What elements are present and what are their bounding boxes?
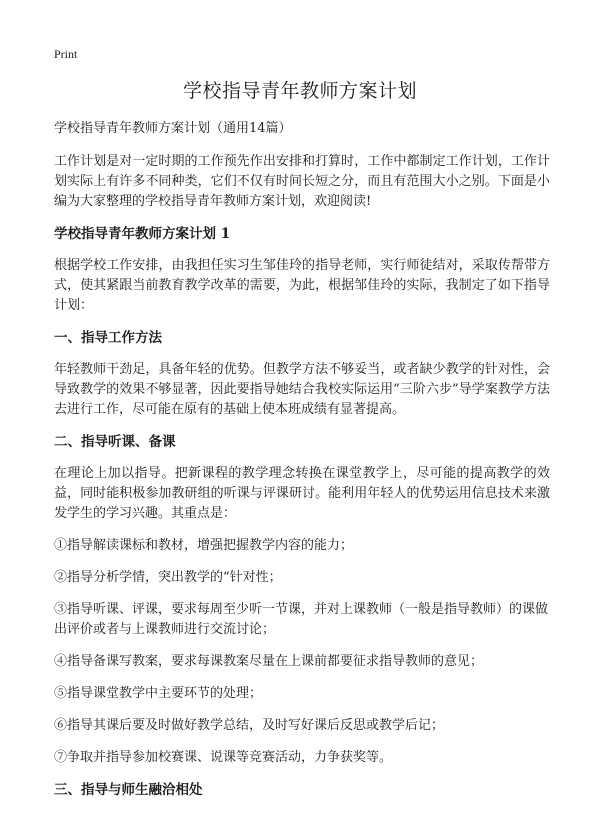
list-item: ⑦争取并指导参加校赛课、说课等竞赛活动，力争获奖等。 — [54, 750, 393, 765]
lesson-observation-paragraph: 在理论上加以指导。把新课程的教学理念转换在课堂教学上，尽可能的提高教学的效益，同时能积极参加教研组的听课与评课研讨。能利用年轻人的优势运用信息技术来激发学生的学习兴趣。其重点是： — [54, 466, 550, 521]
document-content — [54, 119, 550, 812]
list-item: ④指导备课写教案，要求每课教案尽量在上课前都要征求指导教师的意见； — [54, 654, 484, 669]
list-item: ①指导解读课标和教材，增强把握教学内容的能力； — [54, 538, 354, 553]
work-method-paragraph: 年轻教师干劲足，具备年轻的优势。但教学方法不够妥当，或者缺少教学的针对性，会导致教学的效果不够显著，因此要指导她结合我校实际运用“三阶六步”导学案教学方法去进行工作，尽可能在原有的基础上使本班成绩有显著提高。 — [54, 362, 550, 417]
heading-work-method: 一、指导工作方法 — [54, 330, 162, 346]
print-label: Print — [54, 47, 78, 61]
list-item: ⑥指导其课后要及时做好教学总结，及时写好课后反思或教学后记； — [54, 718, 445, 733]
list-item: ②指导分析学情，突出教学的“针对性； — [54, 570, 282, 585]
document-title: 学校指导青年教师方案计划 — [182, 80, 417, 102]
list-item: ③指导听课、评课，要求每周至少听一节课，并对上课教师（一般是指导教师）的课做出评价或者与上课教师进行交流讨论； — [54, 602, 549, 637]
list-item: ⑤指导课堂教学中主要环节的处理； — [54, 686, 263, 701]
heading-lesson-observation: 二、指导听课、备课 — [54, 434, 176, 450]
document-subtitle: 学校指导青年教师方案计划（通用14篇） — [54, 121, 292, 136]
section1-title: 学校指导青年教师方案计划 1 — [54, 226, 231, 242]
intro-paragraph: 工作计划是对一定时期的工作预先作出安排和打算时，工作中都制定工作计划，工作计划实际上有许多不同种类，它们不仅有时间长短之分，而且有范围大小之别。下面是小编为大家整理的学校指导青年教师方案计划，欢迎阅读! — [54, 154, 550, 209]
section1-paragraph: 根据学校工作安排，由我担任实习生邹佳玲的指导老师，实行师徒结对，采取传帮带方式，使其紧跟当前教育教学改革的需要，为此，根据邹佳玲的实际，我制定了如下指导计划： — [54, 258, 550, 313]
heading-teacher-student-relations: 三、指导与师生融洽相处 — [54, 782, 203, 798]
